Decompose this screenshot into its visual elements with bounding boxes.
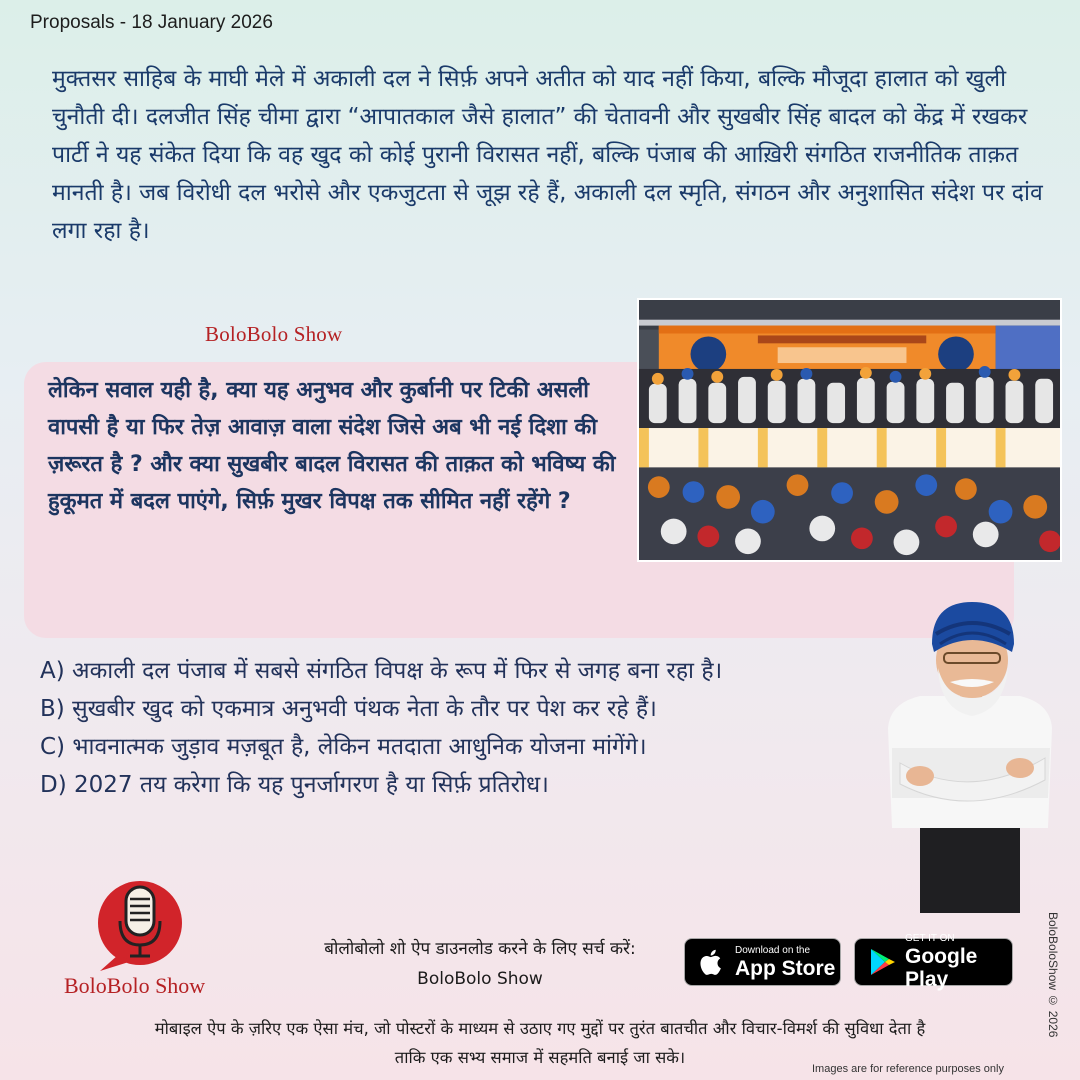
play-icon: [865, 945, 899, 979]
copyright-text: BoloBoloShow © 2026: [1046, 912, 1060, 1038]
presenter-image: [880, 598, 1060, 913]
google-play-button[interactable]: [854, 933, 1013, 991]
brand-watermark: BoloBolo Show: [205, 322, 343, 346]
logo-text: BoloBolo Show: [64, 973, 206, 998]
apple-icon: [695, 945, 729, 979]
app-search-text: [290, 934, 670, 994]
app-store-button[interactable]: [684, 938, 841, 986]
app-store-small: Download on the: [735, 944, 811, 956]
disclaimer: Images are for reference purposes only: [812, 1063, 1004, 1075]
footer-line2: ताकि एक सभ्य समाज में सहमति बनाई जा सके।: [394, 1048, 686, 1067]
option-b: B) सुखबीर खुद को एकमात्र अनुभवी पंथक नेता के तौर पर पेश कर रहे हैं।: [40, 696, 657, 722]
options-list: [40, 652, 940, 804]
rally-photo: [637, 298, 1062, 562]
app-search-line2: BoloBolo Show: [417, 969, 543, 989]
footer-line1: मोबाइल ऐप के ज़रिए एक ऐसा मंच, जो पोस्टरों के माध्यम से उठाए गए मुद्दों पर तुरंत बातचीत और विचार-विमर्श की सुविधा देता है: [154, 1019, 926, 1038]
header-date: Proposals - 18 January 2026: [30, 12, 273, 33]
option-d: D) 2027 तय करेगा कि यह पुनर्जागरण है या सिर्फ़ प्रतिरोध।: [40, 772, 549, 798]
option-a: A) अकाली दल पंजाब में सबसे संगठित विपक्ष के रूप में फिर से जगह बना रहा है।: [40, 658, 723, 684]
intro-paragraph: मुक्तसर साहिब के माघी मेले में अकाली दल ने सिर्फ़ अपने अतीत को याद नहीं किया, बल्कि मौजूदा हालात को खुली चुनौती दी। दलजीत सिंह चीमा द्वारा “आपातकाल जैसे हालात” की चेतावनी और सुखबीर सिंह बादल को केंद्र में रखकर पार्टी ने यह संकेत दिया कि वह खुद को कोई पुरानी विरासत नहीं, बल्कि पंजाब की आख़िरी संगठित राजनीतिक ताक़त मानती है। जब विरोधी दल भरोसे और एकजुटता से जूझ रहे हैं, अकाली दल स्मृति, संगठन और अनुशासित संदेश पर दांव लगा रहा है।: [52, 66, 1043, 244]
google-play-small: GET IT ON: [905, 933, 955, 944]
option-c: C) भावनात्मक जुड़ाव मज़बूत है, लेकिन मतदाता आधुनिक योजना मांगेंगे।: [40, 734, 647, 760]
app-search-line1: बोलोबोलो शो ऐप डाउनलोड करने के लिए सर्च करें:: [324, 939, 636, 959]
google-play-big: Google Play: [905, 945, 978, 991]
question-text: लेकिन सवाल यही है, क्या यह अनुभव और कुर्बानी पर टिकी असली वापसी है या फिर तेज़ आवाज़ वाला संदेश जिसे अब भी नई दिशा की ज़रूरत है ? और क्या सुखबीर बादल विरासत की ताक़त को भविष्य की हुकूमत में बदल पाएंगे, सिर्फ़ मुखर विपक्ष तक सीमित नहीं रहेंगे ?: [48, 378, 616, 514]
app-store-big: App Store: [735, 956, 836, 980]
